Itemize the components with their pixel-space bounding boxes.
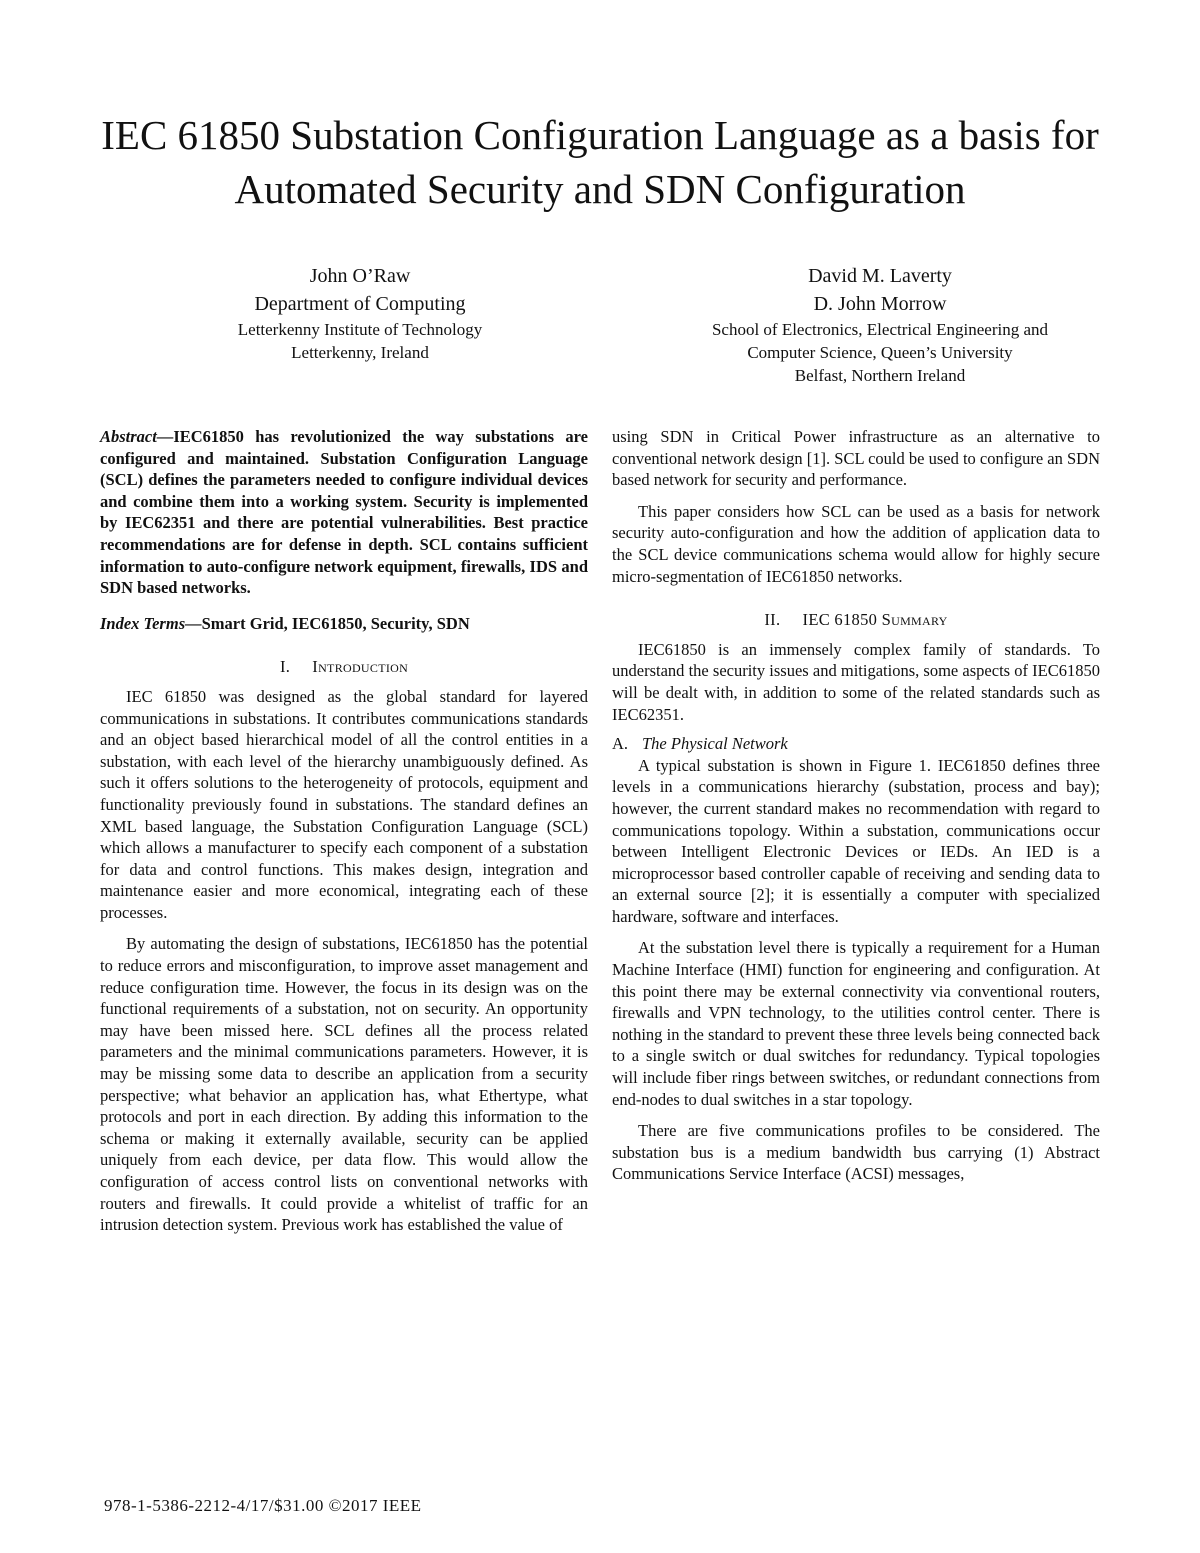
section-number: I. xyxy=(279,657,291,677)
abstract-lead: Abstract— xyxy=(100,427,174,446)
section-title: Summary xyxy=(881,610,948,630)
author-affiliation-line: Computer Science, Queen’s University xyxy=(747,343,1013,362)
author-affiliation-line: Letterkenny Institute of Technology xyxy=(237,320,483,339)
index-terms-text: Smart Grid, IEC61850, Security, SDN xyxy=(201,613,470,633)
body-paragraph: A typical substation is shown in Figure 1. IEC61850 defines three levels in a communications hierarchy (substation, process and bay); however, the current standard makes no recommendation with regard to communications topology. Within a substation, communications occur between Intelligent Electronic Devices or IEDs. An IED is a microprocessor based controller capable of receiving and sending data to an external source [2]; it is essentially a computer with specialized hardware, software and interfaces. xyxy=(612,755,1100,926)
body-paragraph: using SDN in Critical Power infrastructure as an alternative to conventional network design [1]. SCL could be used to configure an SDN based network for security and performance. xyxy=(612,427,1100,490)
right-column xyxy=(612,426,1100,1185)
left-column xyxy=(100,426,588,1236)
author-affiliation-line: Belfast, Northern Ireland xyxy=(794,366,966,385)
paper-title: IEC 61850 Substation Configuration Language as a basis for Automated Security and SDN Configuration xyxy=(101,112,1099,212)
section-number: II. xyxy=(764,610,781,630)
author-block-1 xyxy=(140,262,580,364)
body-paragraph: IEC61850 is an immensely complex family of standards. To understand the security issues and mitigations, some aspects of IEC61850 will be dealt with, in addition to some of the related standards such as IEC62351. xyxy=(612,639,1100,724)
body-paragraph: This paper considers how SCL can be used as a basis for network security auto-configuration and how the addition of application data to the SCL device communications schema would allow for highly secure micro-segmentation of IEC61850 networks. xyxy=(612,501,1100,586)
author-name: David M. Laverty xyxy=(808,265,952,287)
copyright-footer: 978-1-5386-2212-4/17/$31.00 ©2017 IEEE xyxy=(104,1496,422,1515)
section-title: Introduction xyxy=(312,657,409,677)
index-terms-lead: Index Terms— xyxy=(100,613,202,633)
abstract xyxy=(100,426,588,599)
subsection-title: The Physical Network xyxy=(642,734,788,754)
section-title-prefix: IEC 61850 xyxy=(802,610,878,630)
body-paragraph: At the substation level there is typically a requirement for a Human Machine Interface (HMI) function for engineering and configuration. At this point there may be external connectivity via conventional routers, firewalls and VPN technology, to the utilities control center. There is nothing in the standard to prevent these three levels being connected back to a single switch or dual switches for redundancy. Typical topologies will include fiber rings between switches, or redundant connections from end-nodes to dual switches in a star topology. xyxy=(612,938,1100,1109)
body-paragraph: There are five communications profiles to be considered. The substation bus is a medium bandwidth bus carrying (1) Abstract Communications Service Interface (ACSI) messages, xyxy=(612,1121,1100,1184)
author-affiliation-line: School of Electronics, Electrical Engineering and xyxy=(711,320,1049,339)
section-heading-summary xyxy=(612,609,1100,631)
body-paragraph: IEC 61850 was designed as the global standard for layered communications in substations. It contributes communications standards and an object based hierarchical model of all the control entities in a substation, with each level of the hierarchy unambiguously defined. As such it offers solutions to the heterogeneity of protocols, equipment and functionality previously found in substations. The standard defines an XML based language, the Substation Configuration Language (SCL) which allows a manufacturer to specify each component of a substation for data and control functions. This makes design, integration and maintenance easier and more economical, integrating each of these processes. xyxy=(100,686,588,922)
author-name-secondary: D. John Morrow xyxy=(813,293,947,315)
section-heading-introduction xyxy=(100,656,588,678)
subsection-letter: A. xyxy=(612,734,629,754)
author-affiliation-line: Letterkenny, Ireland xyxy=(291,343,429,362)
author-block-2 xyxy=(660,262,1100,387)
index-terms xyxy=(100,613,588,635)
author-department: Department of Computing xyxy=(254,293,466,315)
subsection-heading xyxy=(612,733,1100,755)
body-paragraph: By automating the design of substations, IEC61850 has the potential to reduce errors and misconfiguration, to improve asset management and reduce configuration time. However, the focus in its design was on the functional requirements of a substation, not on security. An opportunity may have been missed here. SCL defines all the process related parameters and the minimal communications parameters. However, it is may be missing some data to describe an application from a security perspective; what behavior an application has, what Ethertype, what protocols and port in each direction. By adding this information to the schema or making it externally available, security can be applied uniquely from each device, per data flow. This would allow the configuration of access control lists on conventional networks with routers and firewalls. It could provide a whitelist of traffic for an intrusion detection system. Previous work has established the value of xyxy=(100,934,588,1235)
author-name: John O’Raw xyxy=(309,265,411,287)
abstract-text: IEC61850 has revolutionized the way substations are configured and maintained. Substation Configuration Language (SCL) defines the parameters needed to configure individual devices and combine them into a working system. Security is implemented by IEC62351 and there are potential vulnerabilities. Best practice recommendations are for defense in depth. SCL contains sufficient information to auto-configure network equipment, firewalls, IDS and SDN based networks. xyxy=(100,427,588,598)
